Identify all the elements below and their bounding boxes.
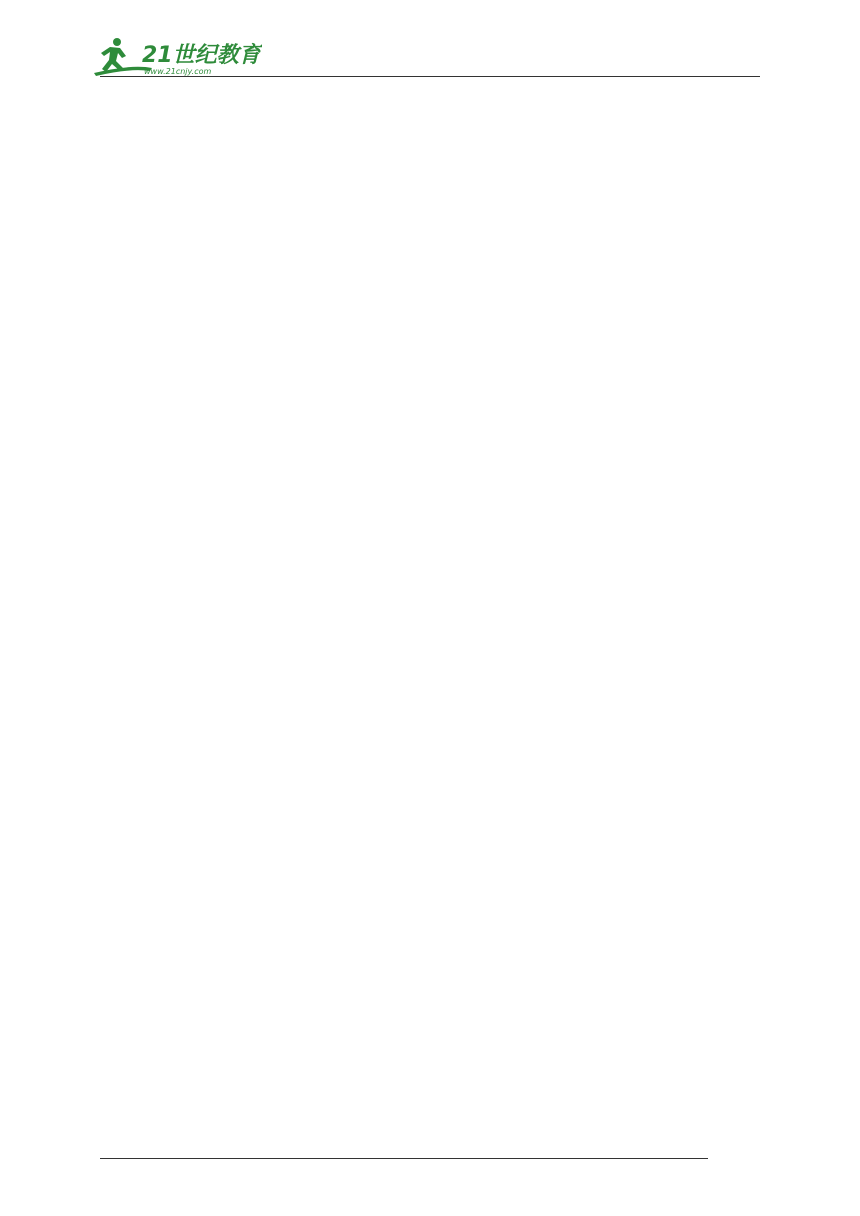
svg-text:21世纪教育: 21世纪教育 — [142, 43, 261, 68]
header-divider — [100, 76, 760, 77]
svg-text:www.21cnjy.com: www.21cnjy.com — [144, 67, 212, 76]
footer-divider — [100, 1158, 708, 1159]
page-header — [0, 0, 860, 80]
site-logo — [92, 34, 262, 80]
